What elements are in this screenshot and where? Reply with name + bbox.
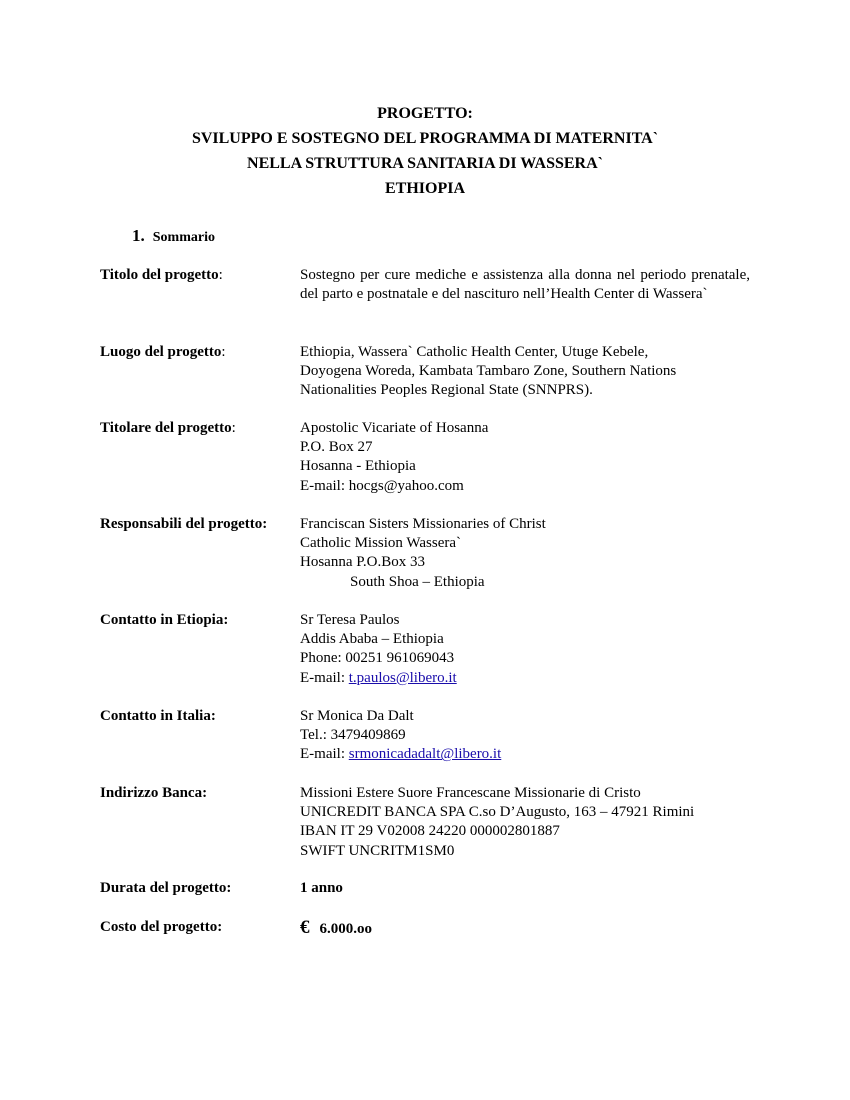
document-title [0, 101, 850, 201]
value-contatto-italia: Sr Monica Da Dalt Tel.: 3479409869 E-mail: srmonicadadalt@libero.it [300, 708, 502, 763]
label-responsabili: Responsabili del progetto: [100, 516, 268, 532]
label-contatto-italia: Contatto in Italia: [100, 708, 216, 724]
value-responsabili: Franciscan Sisters Missionaries of Christ Catholic Mission Wassera` Hosanna P.O.Box 33 South Shoa – Ethiopia [300, 516, 546, 590]
email-link-italia[interactable]: srmonicadadalt@libero.it [348, 746, 502, 763]
label-titolo: Titolo del progetto: [100, 267, 223, 283]
value-costo: € 6.000.oo [300, 917, 372, 938]
title-line-3: NELLA STRUTTURA SANITARIA DI WASSERA` [247, 155, 603, 172]
label-costo: Costo del progetto: [100, 919, 223, 935]
title-line-4: ETHIOPIA [384, 180, 465, 197]
value-titolo: Sostegno per cure mediche e assistenza alla donna nel periodo prenatale, del parto e postnatale e del nascituro nell’Health Center di Wassera` [300, 267, 750, 303]
value-durata: 1 anno [300, 880, 343, 896]
value-contatto-etiopia: Sr Teresa Paulos Addis Ababa – Ethiopia Phone: 00251 961069043 E-mail: t.paulos@libero.it [300, 612, 457, 686]
label-contatto-etiopia: Contatto in Etiopia: [100, 612, 229, 628]
euro-symbol: € [300, 917, 310, 938]
section-title: Sommario [152, 230, 215, 245]
label-durata: Durata del progetto: [100, 880, 232, 896]
section-number: 1. [132, 226, 145, 245]
label-luogo: Luogo del progetto: [100, 344, 226, 360]
value-titolare: Apostolic Vicariate of Hosanna P.O. Box 27 Hosanna - Ethiopia E-mail: hocgs@yahoo.com [300, 420, 489, 494]
value-banca: Missioni Estere Suore Francescane Missionarie di Cristo UNICREDIT BANCA SPA C.so D’Augusto, 163 – 47921 Rimini IBAN IT 29 V02008 24220 000002801887 SWIFT UNCRITM1SM0 [300, 785, 695, 859]
value-luogo: Ethiopia, Wassera` Catholic Health Center, Utuge Kebele, Doyogena Woreda, Kambata Tambaro Zone, Southern Nations Nationalities Peoples Regional State (SNNPRS). [300, 344, 677, 399]
email-link-etiopia[interactable]: t.paulos@libero.it [348, 669, 457, 686]
title-line-2: SVILUPPO E SOSTEGNO DEL PROGRAMMA DI MATERNITA` [191, 130, 659, 147]
title-line-1: PROGETTO: [377, 105, 473, 122]
label-banca: Indirizzo Banca: [100, 785, 208, 801]
label-titolare: Titolare del progetto: [100, 420, 236, 436]
section-heading [132, 226, 215, 246]
